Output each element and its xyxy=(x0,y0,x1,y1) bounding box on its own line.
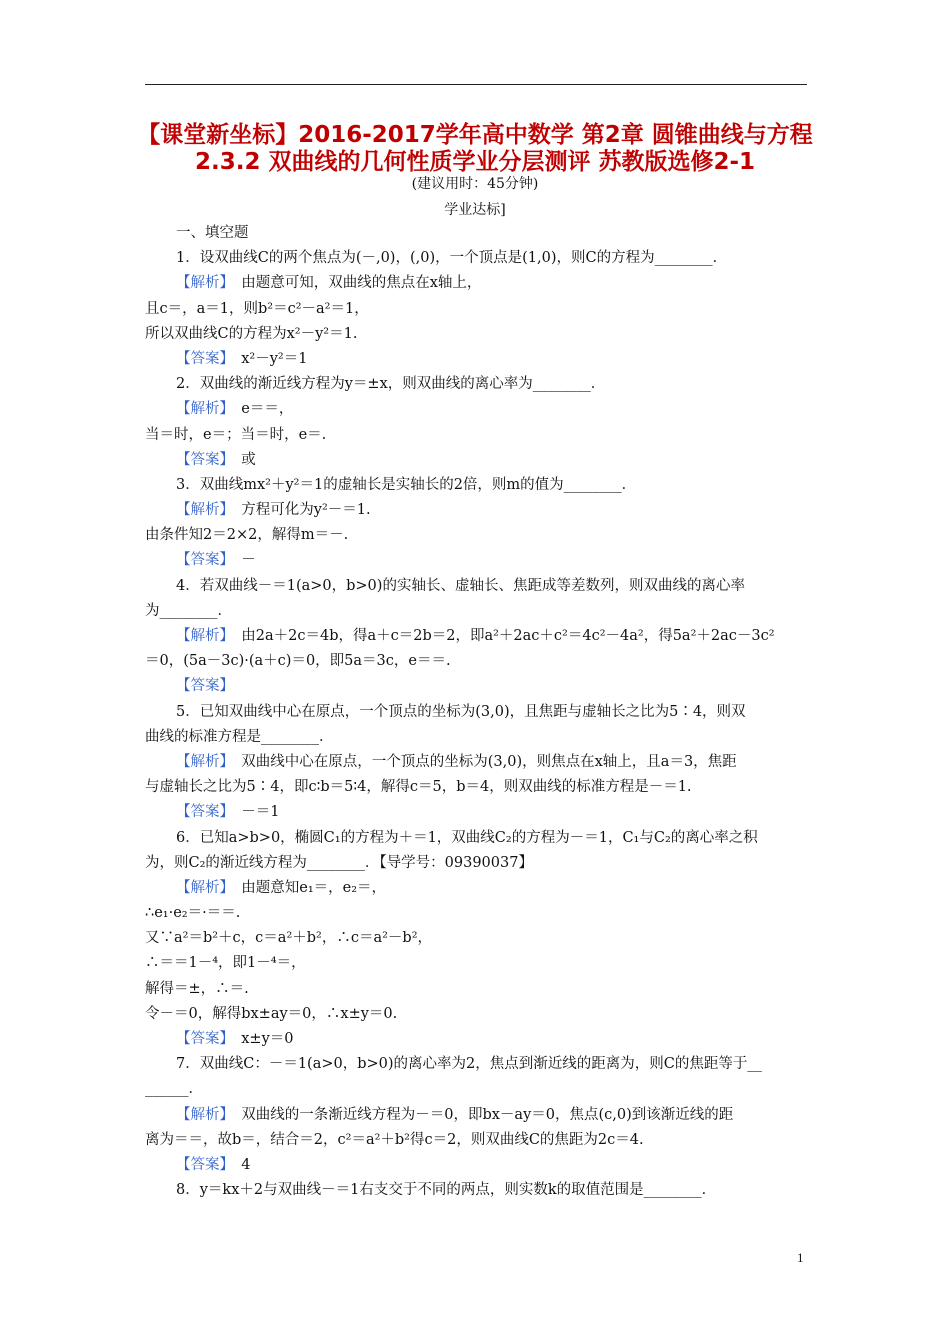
solution-line xyxy=(145,498,807,523)
line-text: 当＝时，e＝；当＝时，e＝. xyxy=(145,426,327,443)
text-line xyxy=(145,700,807,725)
solution-line xyxy=(145,624,807,649)
line-text: 为，则C₂的渐近线方程为________．【导学号：09390037】 xyxy=(145,854,533,871)
line-text: 4．若双曲线－＝1(a>0，b>0)的实轴长、虚轴长、焦距成等差数列，则双曲线的离心率 xyxy=(176,577,745,594)
line-text: 2．双曲线的渐近线方程为y＝±x，则双曲线的离心率为________． xyxy=(176,376,606,393)
line-text: 方程可化为y²－＝1. xyxy=(226,502,371,519)
text-line xyxy=(145,1052,807,1077)
solution-line xyxy=(145,750,807,775)
text-line xyxy=(145,297,807,322)
line-text: ______． xyxy=(145,1081,203,1098)
line-text: e＝＝， xyxy=(226,401,294,418)
line-text: 6．已知a>b>0，椭圆C₁的方程为＋＝1，双曲线C₂的方程为－＝1，C₁与C₂的离心率之积 xyxy=(176,829,758,846)
suggested-time: (建议用时：45分钟) xyxy=(411,176,539,192)
line-text: 令－＝0，解得bx±ay＝0，∴x±y＝0. xyxy=(145,1005,398,1022)
solution-label: 【解析】 xyxy=(176,401,227,418)
line-text: x±y＝0 xyxy=(226,1031,294,1047)
text-line xyxy=(145,372,807,397)
line-text: 7．双曲线C：－＝1(a>0，b>0)的离心率为2，焦点到渐近线的距离为，则C的焦距等于__ xyxy=(176,1056,762,1073)
line-text: 由2a＋2c＝4b，得a＋c＝2b＝2，即a²＋2ac＋c²＝4c²－4a²，得5a²＋2ac－3c² xyxy=(226,628,775,644)
answer-line xyxy=(145,548,807,573)
solution-label: 【解析】 xyxy=(176,1106,227,1123)
line-text: 1．设双曲线C的两个焦点为(－,0)，(,0)，一个顶点是(1,0)，则C的方程为________． xyxy=(176,250,728,267)
text-line xyxy=(145,246,807,271)
text-line xyxy=(145,725,807,750)
text-line xyxy=(145,423,807,448)
text-line xyxy=(145,221,807,246)
line-text: －＝1 xyxy=(226,804,280,821)
line-text: x²－y²＝1 xyxy=(226,350,308,367)
answer-line xyxy=(145,347,807,372)
line-text: 曲线的标准方程是________． xyxy=(145,728,334,745)
text-line xyxy=(145,649,807,674)
text-line xyxy=(145,574,807,599)
section-label: 学业达标] xyxy=(444,202,506,218)
text-line xyxy=(145,1077,807,1102)
text-line xyxy=(145,322,807,347)
answer-label: 【答案】 xyxy=(176,678,234,695)
line-text: ∴e₁·e₂＝·＝＝. xyxy=(145,905,241,922)
answer-label: 【答案】 xyxy=(176,350,227,367)
solution-label: 【解析】 xyxy=(176,753,227,770)
solution-label: 【解析】 xyxy=(176,275,227,292)
line-text: 8．y＝kx＋2与双曲线－＝1右支交于不同的两点，则实数k的取值范围是________． xyxy=(176,1182,717,1199)
text-line xyxy=(145,926,807,951)
answer-line xyxy=(145,1153,807,1178)
solution-line xyxy=(145,397,807,422)
line-text: 为________． xyxy=(145,602,232,619)
text-line xyxy=(145,599,807,624)
line-text: 与虚轴长之比为5∶4，即c∶b＝5∶4，解得c＝5，b＝4，则双曲线的标准方程是－＝1. xyxy=(145,779,692,796)
solution-label: 【解析】 xyxy=(176,879,227,896)
doc-title-line1: 【课堂新坐标】2016-2017学年高中数学 第2章 圆锥曲线与方程 xyxy=(137,122,813,148)
text-line xyxy=(145,473,807,498)
line-text: 5．已知双曲线中心在原点，一个顶点的坐标为(3,0)，且焦距与虚轴长之比为5∶4，则双 xyxy=(176,703,746,720)
line-text: 由题意可知，双曲线的焦点在x轴上， xyxy=(226,275,482,292)
line-text: 由条件知2＝2×2，解得m＝－. xyxy=(145,527,349,544)
line-text: 又∵a²＝b²＋c，c＝a²＋b²，∴c＝a²－b²， xyxy=(145,930,433,947)
solution-label: 【解析】 xyxy=(176,502,227,519)
answer-line xyxy=(145,448,807,473)
answer-line xyxy=(145,1027,807,1052)
line-text: 所以双曲线C的方程为x²－y²＝1. xyxy=(145,325,358,342)
answer-label: 【答案】 xyxy=(176,1156,227,1173)
document-body xyxy=(145,221,807,1203)
text-line xyxy=(145,951,807,976)
page-number: 1 xyxy=(797,1250,804,1265)
line-text: 解得＝±，∴＝. xyxy=(145,980,249,997)
line-text: 3．双曲线mx²＋y²＝1的虚轴长是实轴长的2倍，则m的值为________． xyxy=(176,476,637,493)
line-text: 离为＝＝，故b＝，结合＝2，c²＝a²＋b²得c＝2，则双曲线C的焦距为2c＝4. xyxy=(145,1131,644,1148)
text-line xyxy=(145,523,807,548)
answer-label: 【答案】 xyxy=(176,1031,227,1047)
text-line xyxy=(145,977,807,1002)
line-text: ∴＝＝1－⁴，即1－⁴＝， xyxy=(145,955,306,972)
line-text: 4 xyxy=(226,1156,251,1173)
solution-label: 【解析】 xyxy=(176,628,227,644)
answer-line xyxy=(145,800,807,825)
answer-label: 【答案】 xyxy=(176,804,227,821)
text-line xyxy=(145,901,807,926)
text-line xyxy=(145,826,807,851)
line-text: ＝0，(5a－3c)·(a＋c)＝0，即5a＝3c，e＝＝. xyxy=(145,653,451,670)
header-rule xyxy=(145,84,807,85)
line-text: 双曲线的一条渐近线方程为－＝0，即bx－ay＝0，焦点(c,0)到该渐近线的距 xyxy=(226,1106,734,1123)
line-text: 且c＝，a＝1，则b²＝c²－a²＝1， xyxy=(145,300,369,317)
text-line xyxy=(145,851,807,876)
text-line xyxy=(145,1002,807,1027)
line-text: 双曲线中心在原点，一个顶点的坐标为(3,0)，则焦点在x轴上，且a＝3，焦距 xyxy=(226,753,737,770)
text-line xyxy=(145,1128,807,1153)
solution-line xyxy=(145,876,807,901)
solution-line xyxy=(145,271,807,296)
line-text: － xyxy=(226,552,256,569)
line-text: 或 xyxy=(226,451,256,468)
text-line xyxy=(145,1178,807,1203)
doc-title-line2: 2.3.2 双曲线的几何性质学业分层测评 苏教版选修2-1 xyxy=(194,149,756,175)
line-text: 由题意知e₁＝，e₂＝， xyxy=(226,879,387,896)
solution-line xyxy=(145,1103,807,1128)
answer-line xyxy=(145,674,807,699)
answer-label: 【答案】 xyxy=(176,451,227,468)
line-text: 一、填空题 xyxy=(176,225,249,241)
answer-label: 【答案】 xyxy=(176,552,227,569)
text-line xyxy=(145,775,807,800)
